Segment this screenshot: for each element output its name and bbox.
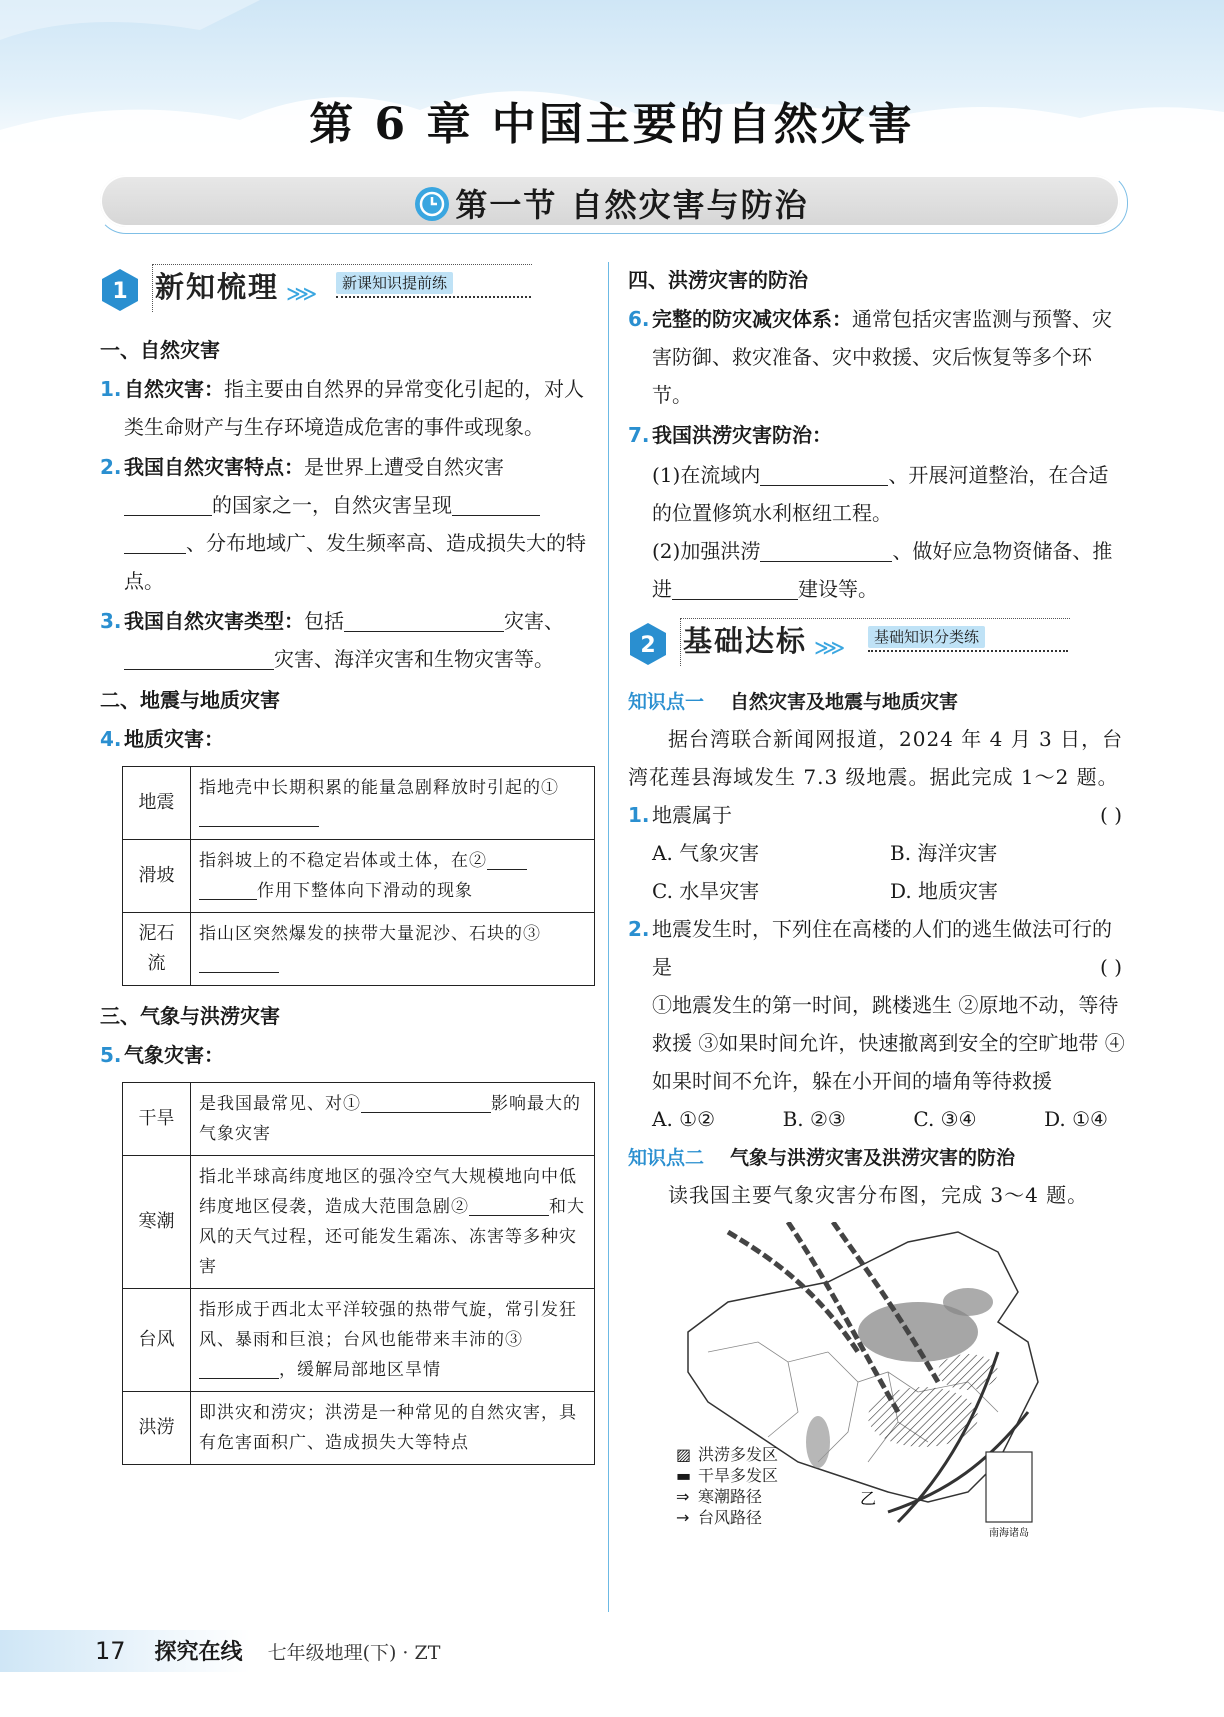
section-title — [0, 180, 1224, 226]
option-d[interactable]: D. 地质灾害 — [890, 879, 999, 903]
page-number: 17 — [95, 1637, 126, 1665]
knowledge-point-title: 自然灾害及地震与地质灾害 — [730, 691, 959, 713]
answer-blank[interactable] — [452, 490, 540, 516]
row-key: 干旱 — [123, 1083, 191, 1156]
item-number: 7. — [628, 423, 650, 447]
weather-disaster-map — [668, 1222, 1088, 1542]
row-value: 指斜坡上的不稳定岩体或土体，在② 作用下整体向下滑动的现象 — [191, 840, 595, 913]
question-number: 2. — [628, 917, 650, 941]
list-item-3 — [100, 602, 595, 678]
inset-map — [986, 1452, 1032, 1522]
footer-brand: 探究在线 — [154, 1640, 243, 1665]
right-column — [628, 260, 1128, 1542]
row-key: 滑坡 — [123, 840, 191, 913]
item-number: 3. — [100, 609, 122, 633]
answer-blank[interactable] — [124, 490, 212, 516]
table-row — [123, 840, 595, 913]
answer-blank[interactable] — [124, 528, 186, 554]
option-d[interactable]: D. ①④ — [1044, 1107, 1108, 1131]
footer-book-title: 七年级地理(下) · ZT — [267, 1642, 441, 1664]
triple-chevron-icon: ⋙ — [814, 636, 846, 661]
question-1-options-row2 — [628, 872, 1128, 910]
answer-blank[interactable] — [760, 460, 888, 486]
question-1-options-row1 — [628, 834, 1128, 872]
row-key: 洪涝 — [123, 1392, 191, 1465]
item-text: 是世界上遭受自然灾害 — [304, 455, 504, 479]
svg-text:2: 2 — [640, 633, 656, 658]
dotted-line — [868, 650, 1068, 652]
svg-text:南海诸岛: 南海诸岛 — [989, 1528, 1029, 1539]
row-value: 即洪灾和涝灾；洪涝是一种常见的自然灾害，具有危害面积广、造成损失大等特点 — [191, 1392, 595, 1465]
heading-natural-disasters: 一、自然灾害 — [100, 338, 220, 362]
answer-blank[interactable] — [672, 574, 798, 600]
list-item-7 — [628, 416, 1128, 454]
banner-tag: 基础知识分类练 — [868, 626, 985, 648]
row-value: 指北半球高纬度地区的强冷空气大规模地向中低纬度地区侵袭，造成大范围急剧② 和大风的天气过程，还可能发生霜冻、冻害等多种灾害 — [191, 1156, 595, 1289]
row-key: 地震 — [123, 767, 191, 840]
answer-blank[interactable] — [487, 848, 527, 870]
row-value: 指山区突然爆发的挟带大量泥沙、石块的③ — [191, 913, 595, 986]
column-divider — [608, 262, 609, 1612]
item-head: 自然灾害： — [124, 377, 224, 401]
heading-earthquake-geology: 二、地震与地质灾害 — [100, 688, 280, 712]
svg-text:乙: 乙 — [860, 1489, 877, 1508]
row-key: 台风 — [123, 1289, 191, 1392]
knowledge-point-title: 气象与洪涝灾害及洪涝灾害的防治 — [730, 1147, 1016, 1169]
table-row — [123, 1392, 595, 1465]
knowledge-point-label: 知识点一 — [628, 691, 705, 713]
banner-new-knowledge — [100, 260, 595, 320]
legend-item: ▨ 洪涝多发区 — [676, 1445, 779, 1464]
table-row — [123, 767, 595, 840]
answer-blank[interactable] — [124, 644, 274, 670]
item-head: 地质灾害： — [124, 727, 224, 751]
row-value: 指地壳中长期积累的能量急剧释放时引起的① — [191, 767, 595, 840]
answer-blank[interactable] — [344, 606, 504, 632]
hexagon-badge-icon — [628, 622, 668, 666]
list-item-4 — [100, 720, 595, 758]
svg-text:1: 1 — [112, 279, 128, 304]
option-c[interactable]: C. ③④ — [913, 1107, 977, 1131]
row-value: 指形成于西北太平洋较强的热带气旋，常引发狂风、暴雨和巨浪；台风也能带来丰沛的③，缓解局部地区旱情 — [191, 1289, 595, 1392]
item-text: 灾害、海洋灾害和生物灾害等。 — [274, 647, 554, 671]
knowledge-point-1 — [628, 684, 1128, 720]
knowledge-point-2 — [628, 1140, 1128, 1176]
row-key: 泥石流 — [123, 913, 191, 986]
answer-blank[interactable] — [469, 1194, 549, 1216]
question-2 — [628, 910, 1128, 986]
answer-blank[interactable] — [199, 878, 257, 900]
banner-tag: 新课知识提前练 — [336, 272, 453, 294]
list-item-6 — [628, 300, 1128, 414]
legend-item: → 台风路径 — [676, 1508, 763, 1527]
legend-item: ⇒ 寒潮路径 — [676, 1487, 763, 1506]
row-key: 寒潮 — [123, 1156, 191, 1289]
item-number: 6. — [628, 307, 650, 331]
answer-blank[interactable] — [199, 951, 279, 973]
item-head: 我国自然灾害类型： — [124, 609, 304, 633]
dotted-line — [336, 296, 531, 298]
table-row — [123, 1289, 595, 1392]
sub-item-1: (1)在流域内 、开展河道整治，在合适的位置修筑水利枢纽工程。 — [628, 456, 1128, 532]
question-1 — [628, 796, 1128, 834]
item-number: 4. — [100, 727, 122, 751]
banner-title: 基础达标 — [683, 624, 808, 658]
item-head: 我国洪涝灾害防治： — [652, 423, 832, 447]
section-title-text: 第一节 自然灾害与防治 — [455, 186, 809, 224]
item-text: 、分布地域广、发生频率高、造成损失大的特点。 — [124, 531, 586, 593]
item-text: 指主要由自然界的异常变化引起的，对人类生命财产与生存环境造成危害的事件或现象。 — [124, 377, 584, 439]
heading-flood-prevention: 四、洪涝灾害的防治 — [628, 268, 808, 292]
answer-blank[interactable] — [199, 805, 319, 827]
item-text: 通常包括灾害监测与预警、灾害防御、救灾准备、灾中救援、灾后恢复等多个环节。 — [652, 307, 1112, 407]
option-c[interactable]: C. 水旱灾害 — [652, 879, 760, 903]
option-b[interactable]: B. ②③ — [782, 1107, 846, 1131]
table-row — [123, 913, 595, 986]
question-stem: 据台湾联合新闻网报道，2024 年 4 月 3 日，台湾花莲县海域发生 7.3 级地震。据此完成 1～2 题。 — [628, 727, 1124, 789]
option-a[interactable]: A. ①② — [652, 1107, 716, 1131]
map-legend — [676, 1444, 778, 1528]
table-row — [123, 1083, 595, 1156]
knowledge-point-label: 知识点二 — [628, 1147, 705, 1169]
answer-bracket[interactable]: ( ) — [1100, 955, 1122, 979]
list-item-2 — [100, 448, 595, 600]
item-head: 完整的防灾减灾体系： — [652, 307, 852, 331]
answer-blank[interactable] — [760, 536, 892, 562]
item-text: 的国家之一，自然灾害呈现 — [212, 493, 452, 517]
chapter-title: 第 6 章 中国主要的自然灾害 — [309, 99, 915, 150]
item-text: 灾害、 — [504, 609, 564, 633]
left-column — [100, 260, 595, 1475]
geology-table — [122, 766, 595, 986]
question-text: 地震属于 — [652, 803, 732, 827]
item-number: 5. — [100, 1043, 122, 1067]
question-2-statements: ①地震发生的第一时间，跳楼逃生 ②原地不动，等待救援 ③如果时间允许，快速撤离到安全的空旷地带 ④如果时间不允许，躲在小开间的墙角等待救援 — [652, 993, 1125, 1093]
item-number: 2. — [100, 455, 122, 479]
table-row — [123, 1156, 595, 1289]
banner-basic-practice — [628, 614, 1128, 674]
sub-item-2: (2)加强洪涝 、做好应急物资储备、推进 建设等。 — [628, 532, 1128, 608]
question-2-options — [628, 1100, 1128, 1138]
answer-blank[interactable] — [361, 1091, 491, 1113]
clock-icon — [415, 187, 449, 221]
question-text: 地震发生时，下列住在高楼的人们的逃生做法可行的是 — [652, 917, 1112, 979]
page-footer — [95, 1636, 440, 1668]
item-text: 包括 — [304, 609, 344, 633]
list-item-5 — [100, 1036, 595, 1074]
question-number: 1. — [628, 803, 650, 827]
row-value: 是我国最常见、对① 影响最大的气象灾害 — [191, 1083, 595, 1156]
list-item-1 — [100, 370, 595, 446]
answer-bracket[interactable]: ( ) — [1100, 803, 1122, 827]
item-head: 我国自然灾害特点： — [124, 455, 304, 479]
meteorology-table — [122, 1082, 595, 1465]
triple-chevron-icon: ⋙ — [286, 282, 318, 307]
banner-title: 新知梳理 — [155, 270, 280, 304]
hexagon-badge-icon — [100, 268, 140, 312]
question-stem: 读我国主要气象灾害分布图，完成 3～4 题。 — [668, 1183, 1089, 1207]
option-b[interactable]: B. 海洋灾害 — [890, 841, 998, 865]
answer-blank[interactable] — [199, 1357, 279, 1379]
item-number: 1. — [100, 377, 122, 401]
item-head: 气象灾害： — [124, 1043, 224, 1067]
heading-weather-flood: 三、气象与洪涝灾害 — [100, 1004, 280, 1028]
option-a[interactable]: A. 气象灾害 — [652, 841, 760, 865]
legend-item: ▬ 干旱多发区 — [676, 1466, 779, 1485]
